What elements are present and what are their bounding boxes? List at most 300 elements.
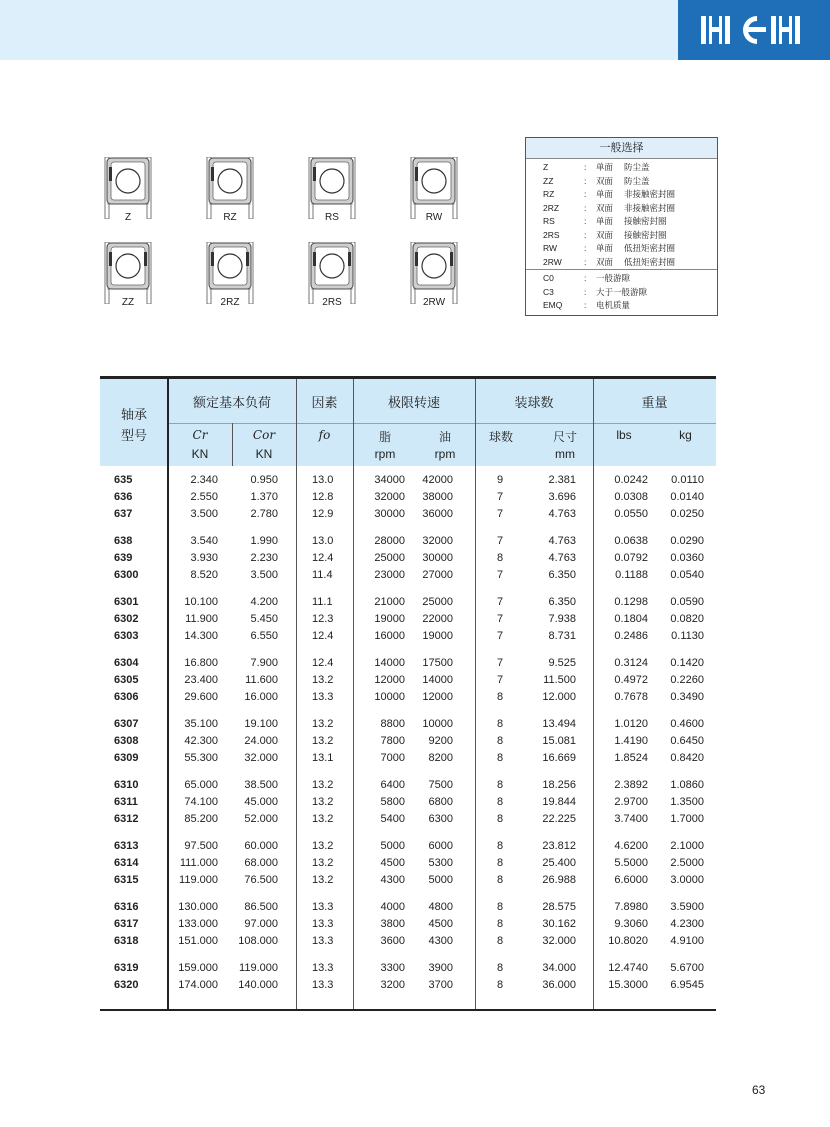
cell-fo: 13.3 xyxy=(312,935,334,947)
cell-kg: 6.9545 xyxy=(670,979,704,991)
cell-lbs: 0.1188 xyxy=(615,569,648,581)
header-weight: 重量 xyxy=(641,395,668,410)
cell-cr: 151.000 xyxy=(178,935,218,947)
cell-oil: 4500 xyxy=(428,918,453,930)
cell-kg: 2.1000 xyxy=(670,840,704,852)
legend-row: 2RW : 双面 低扭矩密封圈 xyxy=(543,256,676,267)
cell-oil: 4300 xyxy=(428,935,453,947)
brand-logo xyxy=(678,0,830,60)
bearing-diagram-label: 2RZ xyxy=(220,297,240,308)
bearing-diagram-label: 2RS xyxy=(322,297,342,308)
cell-size: 16.669 xyxy=(542,752,576,764)
cell-grease: 21000 xyxy=(374,596,405,608)
cell-balls: 7 xyxy=(497,630,504,642)
subheader-kn1: KN xyxy=(191,447,209,461)
cell-balls: 8 xyxy=(497,935,504,947)
cell-balls: 8 xyxy=(497,718,504,730)
cell-size: 18.256 xyxy=(542,779,576,791)
table-row xyxy=(100,794,716,811)
table-row xyxy=(100,689,716,706)
table-row xyxy=(100,716,716,733)
cell-balls: 8 xyxy=(497,901,504,913)
legend-row: 2RS : 双面 接触密封圈 xyxy=(543,229,667,240)
cell-size: 2.381 xyxy=(548,474,576,486)
cell-cr: 130.000 xyxy=(178,901,218,913)
table-row xyxy=(100,960,716,977)
cell-cr: 2.550 xyxy=(190,491,218,503)
cell-oil: 42000 xyxy=(422,474,453,486)
cell-kg: 0.4600 xyxy=(670,718,704,730)
cell-size: 6.350 xyxy=(548,569,576,581)
subheader-oil: 油 xyxy=(438,430,451,444)
cell-size: 4.763 xyxy=(548,552,576,564)
table-row xyxy=(100,811,716,828)
cell-cor: 0.950 xyxy=(250,474,278,486)
cell-oil: 9200 xyxy=(428,735,453,747)
cell-cor: 119.000 xyxy=(239,962,278,974)
bearing-diagram xyxy=(104,157,152,237)
cell-model: 637 xyxy=(114,508,133,520)
column-divider xyxy=(232,423,233,466)
cell-size: 6.350 xyxy=(548,596,576,608)
cell-oil: 10000 xyxy=(422,718,453,730)
cell-kg: 0.0250 xyxy=(670,508,704,520)
cell-oil: 4800 xyxy=(428,901,453,913)
cell-grease: 14000 xyxy=(374,657,405,669)
cell-oil: 27000 xyxy=(422,569,453,581)
cell-kg: 0.6450 xyxy=(670,735,704,747)
seal-type-legend xyxy=(525,137,718,316)
bearing-diagram-label: RS xyxy=(325,212,339,223)
cell-size: 28.575 xyxy=(542,901,576,913)
subheader-cor: Cor xyxy=(252,428,276,442)
cell-model: 6317 xyxy=(114,918,139,930)
cell-balls: 8 xyxy=(497,779,504,791)
cell-balls: 7 xyxy=(497,535,504,547)
cell-lbs: 0.0792 xyxy=(614,552,648,564)
cell-fo: 13.3 xyxy=(312,979,334,991)
bearing-diagram-label: RZ xyxy=(223,212,237,223)
cell-kg: 0.0140 xyxy=(670,491,704,503)
cell-balls: 8 xyxy=(497,857,504,869)
legend-row: C3 : 大于一般游隙 xyxy=(543,286,648,297)
cell-fo: 13.2 xyxy=(312,874,334,886)
cell-cor: 32.000 xyxy=(244,752,278,764)
cell-grease: 10000 xyxy=(374,691,405,703)
cell-oil: 17500 xyxy=(422,657,453,669)
cell-grease: 3200 xyxy=(380,979,405,991)
cell-model: 6314 xyxy=(114,857,139,869)
cell-oil: 3700 xyxy=(428,979,453,991)
legend-title: 一般选择 xyxy=(526,138,717,159)
cell-model: 639 xyxy=(114,552,133,564)
table-row xyxy=(100,611,716,628)
cell-model: 6308 xyxy=(114,735,139,747)
cell-model: 6318 xyxy=(114,935,139,947)
table-row xyxy=(100,472,716,489)
cell-fo: 12.9 xyxy=(312,508,334,520)
cell-model: 6320 xyxy=(114,979,139,991)
cell-balls: 7 xyxy=(497,491,504,503)
cell-fo: 12.4 xyxy=(312,630,334,642)
cell-cor: 2.780 xyxy=(250,508,278,520)
bearing-diagram xyxy=(206,242,254,322)
cell-oil: 19000 xyxy=(422,630,453,642)
cell-grease: 4000 xyxy=(380,901,405,913)
cell-model: 6312 xyxy=(114,813,139,825)
cell-cr: 2.340 xyxy=(190,474,218,486)
legend-row: ZZ : 双面 防尘盖 xyxy=(543,175,650,186)
cell-kg: 3.5900 xyxy=(670,901,704,913)
legend-row: EMQ : 电机质量 xyxy=(543,300,631,310)
cell-cr: 111.000 xyxy=(179,857,218,869)
cell-cr: 133.000 xyxy=(178,918,218,930)
table-row xyxy=(100,855,716,872)
cell-size: 4.763 xyxy=(548,508,576,520)
cell-grease: 28000 xyxy=(374,535,405,547)
cell-model: 6306 xyxy=(114,691,139,703)
cell-fo: 13.2 xyxy=(312,813,334,825)
cell-grease: 34000 xyxy=(374,474,405,486)
cell-lbs: 0.0638 xyxy=(614,535,648,547)
cell-grease: 30000 xyxy=(374,508,405,520)
cell-fo: 13.3 xyxy=(312,962,334,974)
cell-model: 636 xyxy=(114,491,133,503)
cell-grease: 32000 xyxy=(374,491,405,503)
cell-fo: 13.2 xyxy=(312,857,334,869)
table-row xyxy=(100,750,716,767)
cell-cor: 86.500 xyxy=(244,901,278,913)
cell-lbs: 15.3000 xyxy=(608,979,648,991)
cell-lbs: 10.8020 xyxy=(608,935,648,947)
bearing-diagram xyxy=(410,242,458,322)
cell-cr: 85.200 xyxy=(184,813,218,825)
cell-size: 30.162 xyxy=(542,918,576,930)
cell-size: 36.000 xyxy=(542,979,576,991)
cell-size: 26.988 xyxy=(542,874,576,886)
cell-fo: 12.3 xyxy=(312,613,334,625)
cell-cr: 3.540 xyxy=(190,535,218,547)
cell-oil: 5000 xyxy=(428,874,453,886)
cell-balls: 8 xyxy=(497,840,504,852)
cell-balls: 7 xyxy=(497,613,504,625)
cell-cor: 2.230 xyxy=(250,552,278,564)
cell-model: 6307 xyxy=(114,718,139,730)
table-row xyxy=(100,567,716,584)
cell-lbs: 4.6200 xyxy=(614,840,648,852)
cell-model: 6313 xyxy=(114,840,139,852)
cell-grease: 25000 xyxy=(374,552,405,564)
cell-balls: 8 xyxy=(497,962,504,974)
cell-grease: 19000 xyxy=(374,613,405,625)
cell-balls: 7 xyxy=(497,569,504,581)
subheader-kg: kg xyxy=(679,428,692,442)
cell-kg: 0.0360 xyxy=(670,552,704,564)
cell-cor: 140.000 xyxy=(238,979,278,991)
subheader-mm: mm xyxy=(555,447,575,461)
cell-cr: 29.600 xyxy=(184,691,218,703)
cell-balls: 8 xyxy=(497,918,504,930)
legend-row: RZ : 单面 非接触密封圈 xyxy=(543,189,676,199)
cell-cor: 68.000 xyxy=(244,857,278,869)
cell-fo: 13.2 xyxy=(312,718,334,730)
cell-cor: 19.100 xyxy=(244,718,278,730)
table-row xyxy=(100,777,716,794)
cell-balls: 7 xyxy=(497,508,504,520)
cell-kg: 0.1420 xyxy=(670,657,704,669)
cell-kg: 0.0590 xyxy=(670,596,704,608)
cell-grease: 5000 xyxy=(380,840,405,852)
table-row xyxy=(100,594,716,611)
cell-fo: 13.2 xyxy=(312,779,334,791)
cell-kg: 0.0110 xyxy=(671,474,704,486)
cell-size: 15.081 xyxy=(542,735,576,747)
table-row xyxy=(100,733,716,750)
cell-balls: 8 xyxy=(497,735,504,747)
subheader-ball-size: 尺寸 xyxy=(552,430,577,444)
cell-model: 6319 xyxy=(114,962,139,974)
subheader-fo: fo xyxy=(318,428,331,442)
cell-cor: 16.000 xyxy=(244,691,278,703)
cell-cor: 11.600 xyxy=(245,674,278,686)
cell-fo: 13.2 xyxy=(312,674,334,686)
cell-oil: 14000 xyxy=(422,674,453,686)
cell-cor: 45.000 xyxy=(244,796,278,808)
table-header xyxy=(100,376,716,466)
cell-grease: 5800 xyxy=(380,796,405,808)
cell-lbs: 0.3124 xyxy=(614,657,648,669)
cell-fo: 13.0 xyxy=(312,474,334,486)
cell-oil: 3900 xyxy=(428,962,453,974)
legend-row: 2RZ : 双面 非接触密封圈 xyxy=(543,202,676,213)
cell-size: 19.844 xyxy=(542,796,576,808)
cell-kg: 3.0000 xyxy=(670,874,704,886)
cell-size: 25.400 xyxy=(542,857,576,869)
cell-lbs: 0.7678 xyxy=(614,691,648,703)
cell-cr: 3.930 xyxy=(190,552,218,564)
cell-kg: 4.9100 xyxy=(670,935,704,947)
cell-lbs: 1.0120 xyxy=(614,718,648,730)
header-load: 额定基本负荷 xyxy=(192,395,271,410)
cell-size: 32.000 xyxy=(542,935,576,947)
cell-cr: 23.400 xyxy=(184,674,218,686)
cell-lbs: 0.0550 xyxy=(614,508,648,520)
cell-kg: 0.8420 xyxy=(670,752,704,764)
cell-oil: 8200 xyxy=(428,752,453,764)
cell-cor: 97.000 xyxy=(244,918,278,930)
header-balls: 装球数 xyxy=(514,395,554,410)
table-row xyxy=(100,838,716,855)
cell-size: 13.494 xyxy=(542,718,576,730)
cell-kg: 1.3500 xyxy=(670,796,704,808)
cell-cr: 55.300 xyxy=(184,752,218,764)
cell-fo: 13.2 xyxy=(312,840,334,852)
cell-size: 34.000 xyxy=(542,962,576,974)
cell-model: 6300 xyxy=(114,569,139,581)
table-row xyxy=(100,872,716,889)
cell-oil: 38000 xyxy=(422,491,453,503)
cell-kg: 0.1130 xyxy=(671,630,704,642)
cell-fo: 12.4 xyxy=(312,657,334,669)
cell-model: 638 xyxy=(114,535,133,547)
cell-kg: 0.0820 xyxy=(670,613,704,625)
subheader-grease: 脂 xyxy=(378,430,391,444)
cell-lbs: 2.9700 xyxy=(614,796,648,808)
cell-balls: 9 xyxy=(497,474,504,486)
cell-model: 6305 xyxy=(114,674,139,686)
cell-cor: 7.900 xyxy=(250,657,278,669)
cell-balls: 8 xyxy=(497,796,504,808)
cell-cr: 174.000 xyxy=(178,979,218,991)
cell-grease: 16000 xyxy=(374,630,405,642)
cell-cor: 1.990 xyxy=(250,535,278,547)
cell-fo: 13.3 xyxy=(312,918,334,930)
cell-grease: 12000 xyxy=(374,674,405,686)
cell-grease: 4500 xyxy=(380,857,405,869)
cell-size: 22.225 xyxy=(542,813,576,825)
cell-grease: 3600 xyxy=(380,935,405,947)
cell-balls: 7 xyxy=(497,657,504,669)
legend-row: C0 : 一般游隙 xyxy=(543,273,631,283)
cell-model: 6311 xyxy=(114,796,138,808)
cell-balls: 7 xyxy=(497,596,504,608)
cell-oil: 6800 xyxy=(428,796,453,808)
cell-lbs: 7.8980 xyxy=(614,901,648,913)
cell-kg: 1.0860 xyxy=(670,779,704,791)
cell-balls: 7 xyxy=(497,674,504,686)
cell-size: 8.731 xyxy=(548,630,576,642)
subheader-kn2: KN xyxy=(255,447,273,461)
cell-fo: 13.2 xyxy=(312,796,334,808)
cell-fo: 13.3 xyxy=(312,691,334,703)
cell-model: 6309 xyxy=(114,752,139,764)
subheader-rpm2: rpm xyxy=(434,447,456,461)
cell-lbs: 9.3060 xyxy=(614,918,648,930)
cell-model: 6303 xyxy=(114,630,139,642)
cell-cor: 38.500 xyxy=(244,779,278,791)
bearing-diagram xyxy=(410,157,458,237)
bearing-diagram xyxy=(308,157,356,237)
cell-cor: 24.000 xyxy=(244,735,278,747)
subheader-rpm1: rpm xyxy=(374,447,396,461)
page-number: 63 xyxy=(752,1083,766,1097)
cell-size: 7.938 xyxy=(548,613,576,625)
cell-lbs: 1.8524 xyxy=(614,752,648,764)
cell-oil: 6300 xyxy=(428,813,453,825)
cell-balls: 8 xyxy=(497,752,504,764)
cell-oil: 25000 xyxy=(422,596,453,608)
cell-kg: 0.2260 xyxy=(670,674,704,686)
cell-oil: 5300 xyxy=(428,857,453,869)
cell-fo: 11.4 xyxy=(312,569,333,581)
cell-cor: 6.550 xyxy=(250,630,278,642)
bearing-diagram xyxy=(104,242,152,322)
cell-fo: 13.1 xyxy=(312,752,334,764)
legend-row: RS : 单面 接触密封圈 xyxy=(543,216,667,226)
cell-kg: 4.2300 xyxy=(670,918,704,930)
table-row xyxy=(100,933,716,950)
cell-model: 6301 xyxy=(114,596,139,608)
cell-cor: 5.450 xyxy=(250,613,278,625)
table-row xyxy=(100,628,716,645)
legend-row: Z : 单面 防尘盖 xyxy=(543,162,650,172)
cell-grease: 23000 xyxy=(374,569,405,581)
cell-size: 12.000 xyxy=(542,691,576,703)
cell-cr: 159.000 xyxy=(178,962,218,974)
cell-lbs: 0.0242 xyxy=(614,474,648,486)
table-row xyxy=(100,899,716,916)
cell-lbs: 0.2486 xyxy=(614,630,648,642)
table-row xyxy=(100,916,716,933)
cell-cor: 52.000 xyxy=(244,813,278,825)
cell-fo: 13.2 xyxy=(312,735,334,747)
cell-grease: 3300 xyxy=(380,962,405,974)
cell-oil: 32000 xyxy=(422,535,453,547)
cell-size: 23.812 xyxy=(542,840,576,852)
cell-cr: 10.100 xyxy=(184,596,218,608)
cell-kg: 0.0290 xyxy=(670,535,704,547)
cell-fo: 11.1 xyxy=(312,596,333,608)
cell-oil: 12000 xyxy=(422,691,453,703)
cell-cr: 42.300 xyxy=(184,735,218,747)
table-row xyxy=(100,550,716,567)
cell-fo: 13.3 xyxy=(312,901,334,913)
cell-cr: 8.520 xyxy=(190,569,218,581)
cell-balls: 8 xyxy=(497,552,504,564)
cell-cr: 3.500 xyxy=(190,508,218,520)
cell-size: 4.763 xyxy=(548,535,576,547)
cell-grease: 8800 xyxy=(380,718,405,730)
cell-cr: 35.100 xyxy=(184,718,218,730)
cell-fo: 12.4 xyxy=(312,552,334,564)
cell-grease: 5400 xyxy=(380,813,405,825)
bearing-diagram-label: RW xyxy=(425,212,443,223)
cell-lbs: 0.4972 xyxy=(614,674,648,686)
cell-grease: 3800 xyxy=(380,918,405,930)
cell-cor: 76.500 xyxy=(244,874,278,886)
table-row xyxy=(100,489,716,506)
cell-cor: 60.000 xyxy=(244,840,278,852)
cell-size: 9.525 xyxy=(548,657,576,669)
cell-cor: 3.500 xyxy=(250,569,278,581)
cell-grease: 4300 xyxy=(380,874,405,886)
header-model-line2: 型号 xyxy=(120,428,147,443)
cell-model: 6304 xyxy=(114,657,139,669)
cell-kg: 2.5000 xyxy=(670,857,704,869)
cell-oil: 36000 xyxy=(422,508,453,520)
cell-cr: 11.900 xyxy=(185,613,218,625)
cell-lbs: 6.6000 xyxy=(614,874,648,886)
cell-model: 6315 xyxy=(114,874,139,886)
bearing-diagram-label: 2RW xyxy=(422,297,446,308)
bearing-diagram xyxy=(308,242,356,322)
cell-cr: 97.500 xyxy=(184,840,218,852)
subheader-ball-count: 球数 xyxy=(488,430,513,444)
header-model-line1: 轴承 xyxy=(120,407,147,422)
cell-kg: 5.6700 xyxy=(670,962,704,974)
cell-model: 6302 xyxy=(114,613,139,625)
cell-size: 11.500 xyxy=(543,674,576,686)
cell-kg: 1.7000 xyxy=(670,813,704,825)
bearing-diagram-label: Z xyxy=(124,212,132,223)
cell-balls: 8 xyxy=(497,691,504,703)
cell-lbs: 1.4190 xyxy=(614,735,648,747)
cell-cr: 14.300 xyxy=(184,630,218,642)
cell-cr: 119.000 xyxy=(179,874,218,886)
cell-kg: 0.0540 xyxy=(670,569,704,581)
cell-lbs: 0.1804 xyxy=(614,613,648,625)
bearing-diagram xyxy=(206,157,254,237)
